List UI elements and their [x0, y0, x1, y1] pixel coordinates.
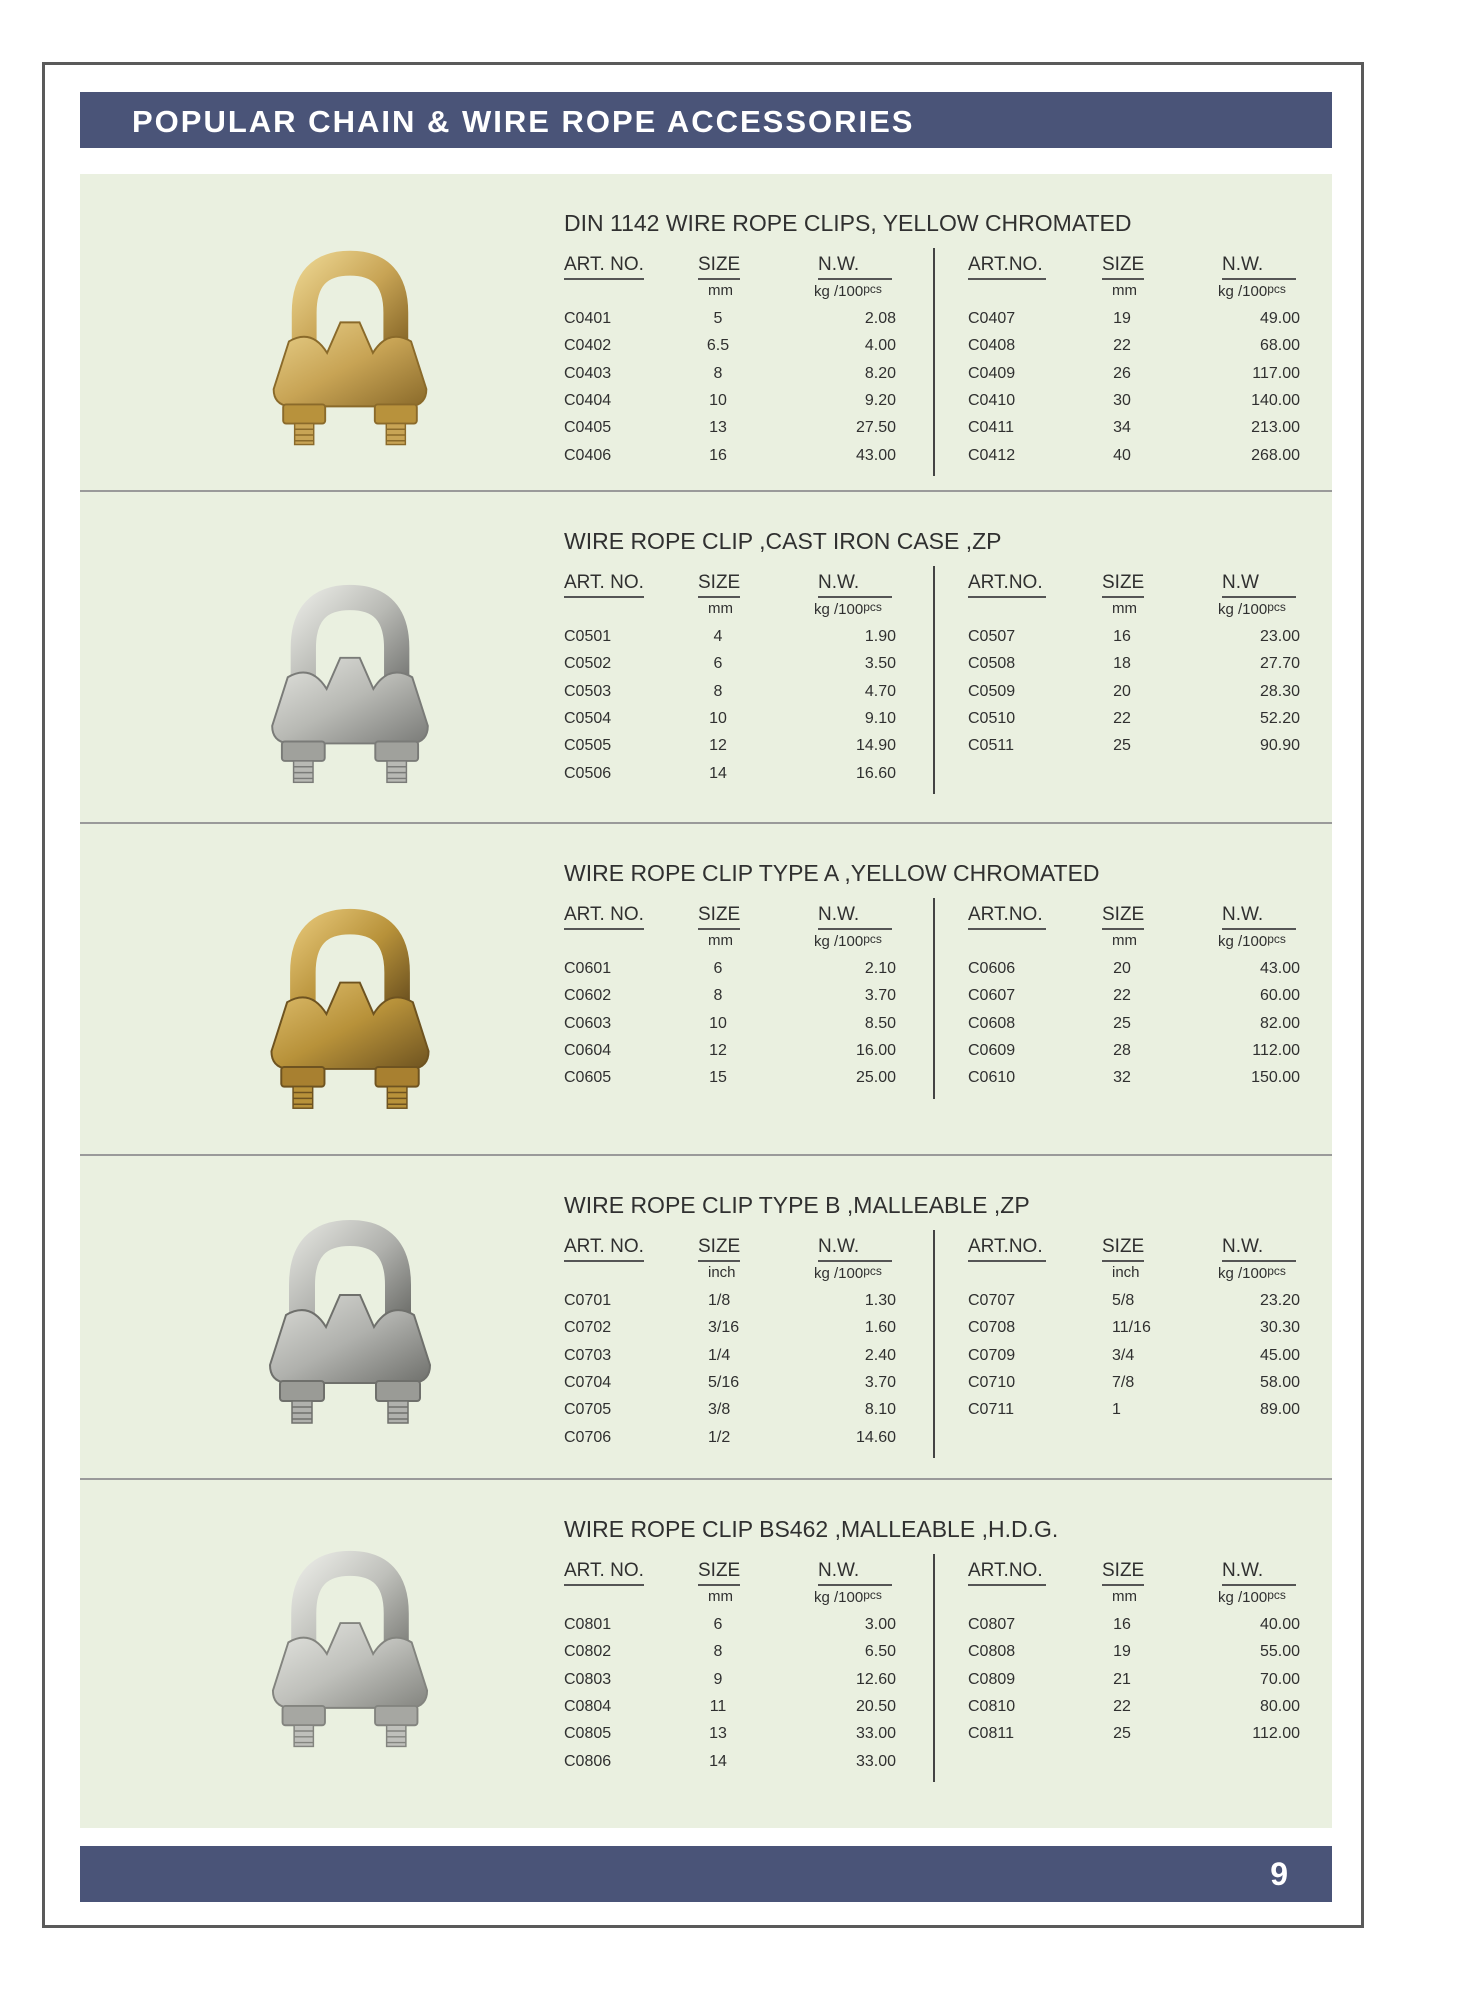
weight-unit-main: kg /100 [1218, 1265, 1268, 1282]
weight-unit-main: kg /100 [1218, 1589, 1268, 1606]
size-value: 8 [713, 364, 723, 382]
art-no: C0701 [564, 1292, 612, 1309]
art-no: C0502 [564, 655, 612, 673]
weight-unit-main: kg /100 [1218, 283, 1268, 300]
art-no: C0805 [564, 1725, 612, 1743]
col-header-size: SIZE [1102, 904, 1144, 930]
size-value: 26 [1113, 364, 1131, 382]
art-no: C0808 [968, 1643, 1016, 1661]
wire-rope-clip-type-b-icon [240, 1212, 460, 1438]
art-no: C0408 [968, 337, 1016, 355]
size-value: 6 [713, 655, 723, 673]
art-no: C0501 [564, 628, 612, 645]
net-weight: 8.50 [864, 1014, 896, 1032]
net-weight: 68.00 [1259, 337, 1300, 355]
weight-unit [814, 932, 882, 950]
weight-unit [1218, 932, 1286, 950]
net-weight: 58.00 [1259, 1373, 1300, 1391]
size-unit: mm [1112, 932, 1137, 949]
net-weight: 3.70 [864, 1373, 896, 1391]
col-header-art-no: ART. NO. [564, 1236, 644, 1262]
size-value: 25 [1113, 1014, 1131, 1032]
art-no: C0602 [564, 987, 612, 1005]
art-no: C0705 [564, 1401, 612, 1419]
art-no: C0607 [968, 987, 1016, 1005]
size-value: 8 [713, 987, 723, 1005]
net-weight: 20.50 [855, 1697, 896, 1715]
size-value: 10 [709, 709, 727, 727]
col-header-art-no: ART.NO. [968, 1236, 1046, 1262]
size-value: 20 [1113, 960, 1131, 977]
net-weight: 4.00 [864, 337, 896, 355]
col-header-art-no: ART.NO. [968, 572, 1046, 598]
col-header-size: SIZE [698, 254, 740, 280]
size-value: 5/16 [708, 1373, 740, 1391]
net-weight: 1.90 [864, 628, 896, 645]
net-weight: 213.00 [1251, 419, 1300, 437]
art-no: C0506 [564, 764, 612, 782]
size-value: 12 [709, 737, 727, 755]
net-weight: 23.00 [1259, 628, 1300, 645]
size-value: 16 [1113, 628, 1131, 645]
col-header-size: SIZE [1102, 254, 1144, 280]
art-no: C0406 [564, 446, 612, 464]
size-unit: inch [1112, 1264, 1140, 1281]
weight-unit-pcs: pcs [1267, 1588, 1286, 1602]
net-weight: 150.00 [1251, 1069, 1300, 1087]
col-header-art-no: ART.NO. [968, 1560, 1046, 1586]
art-no: C0703 [564, 1346, 612, 1364]
size-value: 11/16 [1112, 1319, 1151, 1337]
art-no: C0510 [968, 709, 1016, 727]
size-value: 7/8 [1112, 1373, 1135, 1391]
col-header-art-no: ART. NO. [564, 254, 644, 280]
size-value: 25 [1113, 1725, 1131, 1743]
size-value: 16 [1113, 1616, 1131, 1633]
col-header-nw: N.W. [818, 1560, 892, 1586]
section-title: WIRE ROPE CLIP BS462 ,MALLEABLE ,H.D.G. [564, 1516, 1059, 1542]
product-section [80, 1480, 1332, 1828]
weight-unit-pcs: pcs [1267, 1264, 1286, 1278]
col-header-nw: N.W. [1222, 1560, 1296, 1586]
size-value: 6.5 [706, 337, 730, 355]
net-weight: 3.70 [864, 987, 896, 1005]
art-no: C0606 [968, 960, 1016, 977]
product-section [80, 1156, 1332, 1480]
net-weight: 43.00 [855, 446, 896, 464]
product-section [80, 174, 1332, 492]
net-weight: 28.30 [1259, 682, 1300, 700]
col-header-nw: N.W. [1222, 904, 1296, 930]
net-weight: 12.60 [855, 1670, 896, 1688]
art-no: C0707 [968, 1292, 1016, 1309]
net-weight: 140.00 [1251, 391, 1300, 409]
size-value: 20 [1113, 682, 1131, 700]
col-header-nw: N.W. [818, 904, 892, 930]
net-weight: 2.08 [864, 310, 896, 327]
size-value: 6 [713, 960, 723, 977]
weight-unit [1218, 1264, 1286, 1282]
net-weight: 80.00 [1259, 1697, 1300, 1715]
wire-rope-clip-bs462-icon [240, 1546, 460, 1758]
weight-unit-pcs: pcs [1267, 932, 1286, 946]
page-title: POPULAR CHAIN & WIRE ROPE ACCESSORIES [132, 104, 915, 139]
col-header-size: SIZE [1102, 1236, 1144, 1262]
product-section [80, 492, 1332, 824]
size-value: 30 [1113, 391, 1131, 409]
net-weight: 8.20 [864, 364, 896, 382]
size-value: 8 [713, 682, 723, 700]
art-no: C0505 [564, 737, 612, 755]
col-header-size: SIZE [698, 572, 740, 598]
weight-unit-main: kg /100 [1218, 933, 1268, 950]
weight-unit-pcs: pcs [1267, 282, 1286, 296]
size-value: 11 [709, 1697, 727, 1715]
footer-bar [80, 1846, 1332, 1902]
size-value: 25 [1113, 737, 1131, 755]
size-value: 5 [713, 310, 723, 327]
net-weight: 3.50 [864, 655, 896, 673]
size-value: 28 [1113, 1041, 1131, 1059]
weight-unit [814, 1588, 882, 1606]
net-weight: 70.00 [1259, 1670, 1300, 1688]
art-no: C0706 [564, 1428, 612, 1446]
net-weight: 45.00 [1259, 1346, 1300, 1364]
weight-unit-pcs: pcs [863, 282, 882, 296]
weight-unit-main: kg /100 [1218, 601, 1268, 618]
net-weight: 9.10 [864, 709, 896, 727]
weight-unit [1218, 1588, 1286, 1606]
art-no: C0806 [564, 1752, 612, 1770]
art-no: C0503 [564, 682, 612, 700]
net-weight: 9.20 [864, 391, 896, 409]
net-weight: 4.70 [864, 682, 896, 700]
col-header-size: SIZE [1102, 572, 1144, 598]
art-no: C0412 [968, 446, 1016, 464]
art-no: C0711 [968, 1401, 1014, 1419]
size-value: 18 [1113, 655, 1131, 673]
art-no: C0811 [968, 1725, 1014, 1743]
size-value: 8 [713, 1643, 723, 1661]
weight-unit-pcs: pcs [1267, 600, 1286, 614]
section-title: DIN 1142 WIRE ROPE CLIPS, YELLOW CHROMATED [564, 210, 1132, 236]
net-weight: 27.50 [855, 419, 896, 437]
art-no: C0702 [564, 1319, 612, 1337]
clip-illustration [240, 904, 460, 1120]
net-weight: 40.00 [1259, 1616, 1300, 1633]
weight-unit [814, 600, 882, 618]
col-header-nw: N.W [1222, 572, 1296, 598]
col-header-size: SIZE [1102, 1560, 1144, 1586]
net-weight: 3.00 [864, 1616, 896, 1633]
net-weight: 82.00 [1259, 1014, 1300, 1032]
column-divider [933, 566, 935, 794]
art-no: C0810 [968, 1697, 1016, 1715]
net-weight: 2.40 [864, 1346, 896, 1364]
net-weight: 52.20 [1259, 709, 1300, 727]
column-divider [933, 898, 935, 1099]
art-no: C0402 [564, 337, 612, 355]
net-weight: 30.30 [1259, 1319, 1300, 1337]
art-no: C0409 [968, 364, 1016, 382]
art-no: C0605 [564, 1069, 612, 1087]
page-number: 9 [1270, 1856, 1288, 1892]
section-title: WIRE ROPE CLIP TYPE A ,YELLOW CHROMATED [564, 860, 1100, 886]
col-header-nw: N.W. [1222, 254, 1296, 280]
size-value: 9 [713, 1670, 723, 1688]
size-value: 6 [713, 1616, 723, 1633]
section-title: WIRE ROPE CLIP ,CAST IRON CASE ,ZP [564, 528, 1002, 554]
clip-illustration [240, 580, 460, 794]
art-no: C0601 [564, 960, 612, 977]
size-value: 32 [1113, 1069, 1131, 1087]
art-no: C0603 [564, 1014, 612, 1032]
art-no: C0410 [968, 391, 1016, 409]
size-value: 22 [1113, 709, 1131, 727]
net-weight: 60.00 [1259, 987, 1300, 1005]
art-no: C0508 [968, 655, 1016, 673]
art-no: C0404 [564, 391, 612, 409]
size-unit: mm [708, 1588, 733, 1605]
weight-unit [814, 282, 882, 300]
size-value: 21 [1113, 1670, 1131, 1688]
net-weight: 16.60 [855, 764, 896, 782]
size-value: 19 [1113, 1643, 1131, 1661]
size-value: 1/4 [708, 1346, 731, 1364]
size-value: 3/4 [1112, 1346, 1135, 1364]
weight-unit-main: kg /100 [814, 283, 864, 300]
wire-rope-clip-cast-iron-zp-icon [240, 580, 460, 794]
size-value: 22 [1113, 337, 1131, 355]
net-weight: 55.00 [1259, 1643, 1300, 1661]
art-no: C0807 [968, 1616, 1016, 1633]
net-weight: 117.00 [1252, 364, 1300, 382]
size-value: 16 [709, 446, 727, 464]
clip-illustration [240, 1546, 460, 1758]
col-header-art-no: ART. NO. [564, 1560, 644, 1586]
art-no: C0709 [968, 1346, 1016, 1364]
col-header-nw: N.W. [818, 1236, 892, 1262]
art-no: C0801 [564, 1616, 612, 1633]
net-weight: 90.90 [1259, 737, 1300, 755]
net-weight: 16.00 [855, 1041, 896, 1059]
wire-rope-clip-type-a-icon [240, 904, 460, 1120]
size-value: 5/8 [1112, 1292, 1135, 1309]
size-value: 1/2 [708, 1428, 731, 1446]
clip-illustration [240, 246, 460, 456]
size-value: 14 [709, 764, 727, 782]
col-header-art-no: ART. NO. [564, 572, 644, 598]
weight-unit-pcs: pcs [863, 600, 882, 614]
weight-unit-main: kg /100 [814, 1265, 864, 1282]
net-weight: 27.70 [1259, 655, 1300, 673]
art-no: C0710 [968, 1373, 1016, 1391]
size-value: 3/8 [708, 1401, 731, 1419]
net-weight: 14.60 [855, 1428, 896, 1446]
art-no: C0507 [968, 628, 1016, 645]
weight-unit [1218, 600, 1286, 618]
section-title: WIRE ROPE CLIP TYPE B ,MALLEABLE ,ZP [564, 1192, 1030, 1218]
art-no: C0401 [564, 310, 612, 327]
catalog-content [80, 174, 1332, 1828]
art-no: C0809 [968, 1670, 1016, 1688]
art-no: C0509 [968, 682, 1016, 700]
art-no: C0704 [564, 1373, 612, 1391]
size-value: 1 [1112, 1401, 1121, 1419]
art-no: C0511 [968, 737, 1014, 755]
weight-unit-main: kg /100 [814, 933, 864, 950]
size-value: 10 [709, 391, 727, 409]
col-header-art-no: ART.NO. [968, 254, 1046, 280]
product-section [80, 824, 1332, 1156]
wire-rope-clip-yellow-chromated-icon [240, 246, 460, 456]
size-value: 22 [1113, 987, 1131, 1005]
net-weight: 112.00 [1252, 1725, 1300, 1743]
size-value: 13 [709, 1725, 727, 1743]
size-unit: mm [1112, 1588, 1137, 1605]
art-no: C0804 [564, 1697, 612, 1715]
col-header-nw: N.W. [818, 572, 892, 598]
size-value: 40 [1113, 446, 1131, 464]
size-value: 14 [709, 1752, 727, 1770]
col-header-art-no: ART.NO. [968, 904, 1046, 930]
col-header-nw: N.W. [818, 254, 892, 280]
art-no: C0608 [968, 1014, 1016, 1032]
size-unit: mm [1112, 600, 1137, 617]
art-no: C0411 [968, 419, 1014, 437]
net-weight: 112.00 [1252, 1041, 1300, 1059]
net-weight: 6.50 [864, 1643, 896, 1661]
size-value: 22 [1113, 1697, 1131, 1715]
weight-unit-main: kg /100 [814, 1589, 864, 1606]
size-unit: mm [708, 932, 733, 949]
art-no: C0802 [564, 1643, 612, 1661]
size-value: 12 [709, 1041, 727, 1059]
col-header-size: SIZE [698, 904, 740, 930]
net-weight: 2.10 [864, 960, 896, 977]
net-weight: 33.00 [855, 1725, 896, 1743]
weight-unit-pcs: pcs [863, 1264, 882, 1278]
size-value: 13 [709, 419, 727, 437]
net-weight: 8.10 [864, 1401, 896, 1419]
col-header-art-no: ART. NO. [564, 904, 644, 930]
net-weight: 25.00 [855, 1069, 896, 1087]
net-weight: 49.00 [1259, 310, 1300, 327]
size-unit: mm [708, 600, 733, 617]
weight-unit-pcs: pcs [863, 932, 882, 946]
col-header-size: SIZE [698, 1560, 740, 1586]
net-weight: 33.00 [855, 1752, 896, 1770]
weight-unit [814, 1264, 882, 1282]
size-value: 10 [709, 1014, 727, 1032]
weight-unit-main: kg /100 [814, 601, 864, 618]
net-weight: 1.60 [864, 1319, 896, 1337]
net-weight: 14.90 [855, 737, 896, 755]
art-no: C0610 [968, 1069, 1016, 1087]
size-value: 34 [1113, 419, 1131, 437]
net-weight: 23.20 [1259, 1292, 1300, 1309]
net-weight: 1.30 [864, 1292, 896, 1309]
weight-unit [1218, 282, 1286, 300]
weight-unit-pcs: pcs [863, 1588, 882, 1602]
size-value: 4 [713, 628, 723, 645]
art-no: C0609 [968, 1041, 1016, 1059]
size-unit: mm [1112, 282, 1137, 299]
art-no: C0405 [564, 419, 612, 437]
column-divider [933, 1554, 935, 1782]
art-no: C0803 [564, 1670, 612, 1688]
size-value: 1/8 [708, 1292, 731, 1309]
size-value: 3/16 [708, 1319, 740, 1337]
net-weight: 43.00 [1259, 960, 1300, 977]
column-divider [933, 1230, 935, 1458]
net-weight: 268.00 [1251, 446, 1300, 464]
size-value: 19 [1113, 310, 1131, 327]
clip-illustration [240, 1212, 460, 1438]
column-divider [933, 248, 935, 476]
art-no: C0407 [968, 310, 1016, 327]
size-value: 15 [709, 1069, 727, 1087]
col-header-size: SIZE [698, 1236, 740, 1262]
art-no: C0504 [564, 709, 612, 727]
col-header-nw: N.W. [1222, 1236, 1296, 1262]
header-bar [80, 92, 1332, 148]
net-weight: 89.00 [1259, 1401, 1300, 1419]
art-no: C0708 [968, 1319, 1016, 1337]
size-unit: inch [708, 1264, 736, 1281]
art-no: C0403 [564, 364, 612, 382]
size-unit: mm [708, 282, 733, 299]
art-no: C0604 [564, 1041, 612, 1059]
